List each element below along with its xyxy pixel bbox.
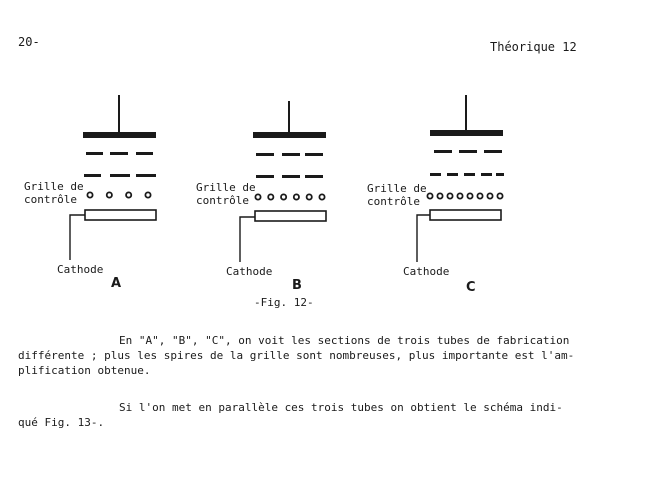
grid-turn <box>281 194 286 199</box>
tube-a-drawing <box>70 95 156 260</box>
cathode-c <box>430 210 501 220</box>
grid-turn <box>467 193 472 198</box>
grid-label-a-line1: Grille de <box>24 180 84 193</box>
anode-plate-c <box>430 130 503 136</box>
paragraph-2-line-2: qué Fig. 13-. <box>18 416 105 429</box>
grid-turn <box>437 193 442 198</box>
tube-letter-a: A <box>111 276 122 291</box>
cathode-label-a: Cathode <box>57 263 104 276</box>
grid-turn <box>126 192 131 197</box>
screen-grid-upper-a <box>86 152 153 155</box>
grid-label-c-line2: contrôle <box>367 195 420 208</box>
figure-caption: -Fig. 12- <box>254 296 314 309</box>
grid-turn <box>427 193 432 198</box>
screen-grid-lower-c <box>430 173 504 176</box>
grid-label-b-line2: contrôle <box>196 194 249 207</box>
control-grid-turns-b <box>255 194 324 199</box>
grid-turn <box>497 193 502 198</box>
grid-label-c-line1: Grille de <box>367 182 427 195</box>
control-grid-turns-c <box>427 193 502 198</box>
paragraph-2-line-1: Si l'on met en parallèle ces trois tubes on obtient le schéma indi- <box>119 401 563 414</box>
grid-turn <box>447 193 452 198</box>
grid-turn <box>145 192 150 197</box>
grid-turn <box>255 194 260 199</box>
grid-turn <box>487 193 492 198</box>
cathode-label-b: Cathode <box>226 265 273 278</box>
cathode-b <box>255 211 326 221</box>
tube-c-drawing <box>417 95 504 262</box>
screen-grid-upper-c <box>434 150 502 153</box>
grid-turn <box>87 192 92 197</box>
grid-turn <box>477 193 482 198</box>
grid-turn <box>294 194 299 199</box>
grid-turn <box>268 194 273 199</box>
paragraph-1-line-3: plification obtenue. <box>18 364 151 377</box>
tube-letter-c: C <box>466 280 476 295</box>
cathode-lead-c <box>417 215 430 262</box>
page-number: 20- <box>18 35 40 49</box>
section-title: Théorique 12 <box>490 40 577 54</box>
cathode-lead-a <box>70 215 85 260</box>
paragraph-1-line-1: En "A", "B", "C", on voit les sections de trois tubes de fabrication <box>119 334 570 347</box>
grid-label-a-line2: contrôle <box>24 193 77 206</box>
grid-turn <box>319 194 324 199</box>
grid-turn <box>307 194 312 199</box>
screen-grid-lower-a <box>84 174 156 177</box>
grid-turn <box>107 192 112 197</box>
screen-grid-upper-b <box>256 153 323 156</box>
paragraph-1-line-2: différente ; plus les spires de la grille sont nombreuses, plus importante est l'am- <box>18 349 575 362</box>
grid-label-b-line1: Grille de <box>196 181 256 194</box>
control-grid-turns-a <box>87 192 150 197</box>
tube-letter-b: B <box>292 278 302 293</box>
cathode-label-c: Cathode <box>403 265 450 278</box>
anode-plate-a <box>83 132 156 138</box>
screen-grid-lower-b <box>256 175 323 178</box>
grid-turn <box>457 193 462 198</box>
cathode-lead-b <box>240 217 255 262</box>
anode-plate-b <box>253 132 326 138</box>
cathode-a <box>85 210 156 220</box>
